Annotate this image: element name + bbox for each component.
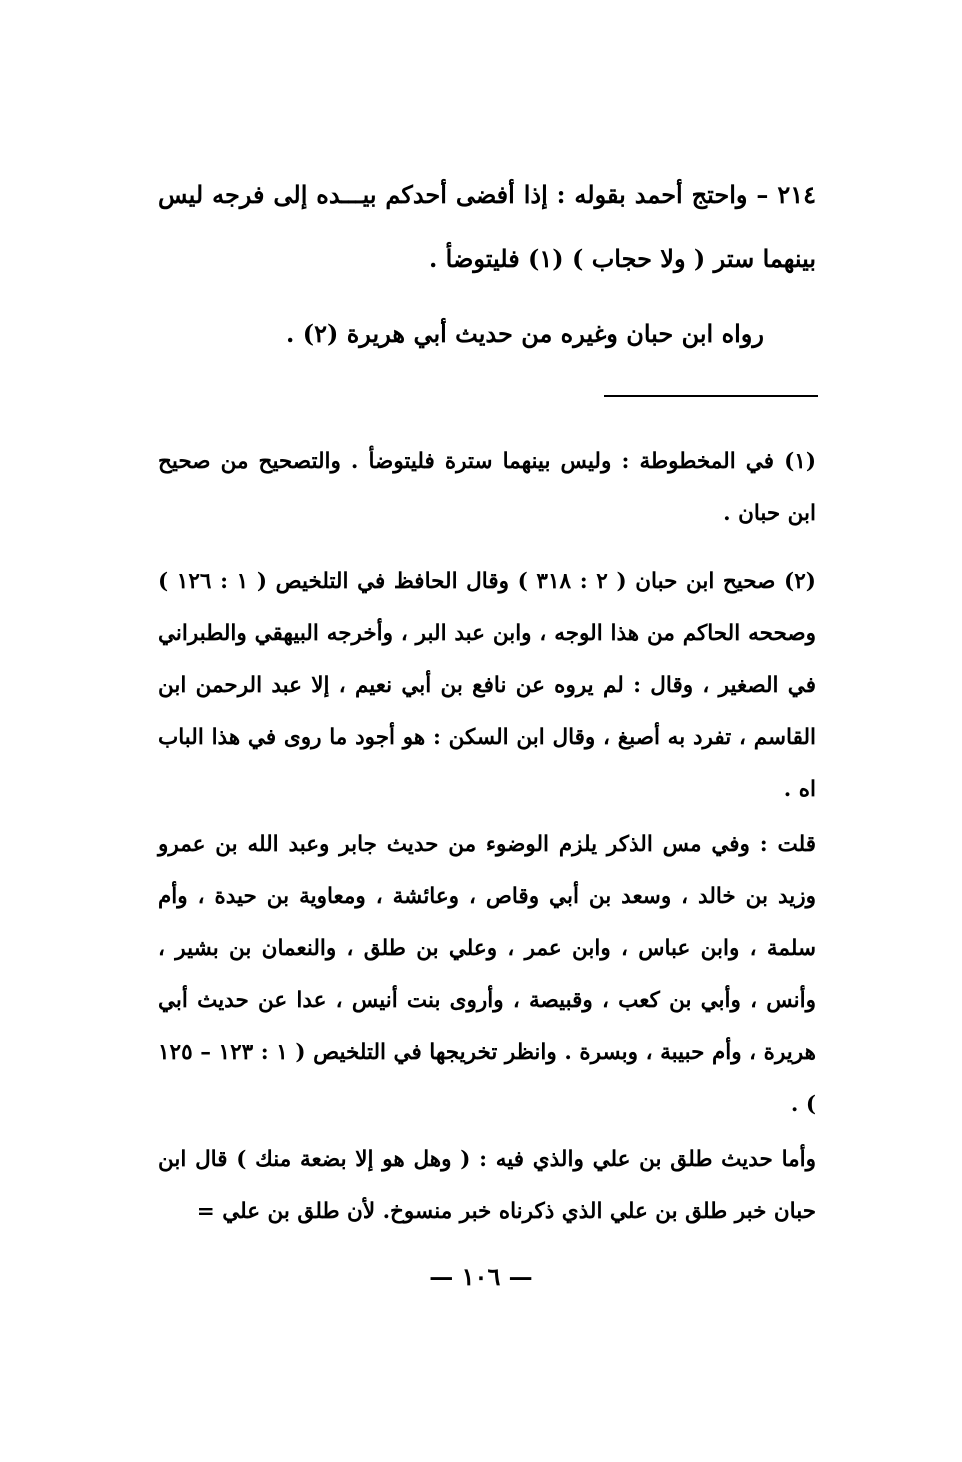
- narration-text: رواه ابن حبان وغيره من حديث أبي هريرة (٢) .: [286, 319, 764, 348]
- footnote-1: (١) في المخطوطة : وليس بينهما سترة فليتوضأ . والتصحيح من صحيح ابن حبان .: [158, 449, 816, 526]
- hadith-214-text: ٢١٤ – واحتج أحمد بقوله : إذا أفضى أحدكم بيـــده إلى فرجه ليس بينهما ستر ( ولا حجاب ) (١) فليتوضأ .: [158, 180, 816, 273]
- footnote-separator: [604, 395, 818, 397]
- footnote-2: (٢) صحيح ابن حبان ( ٢ : ٣١٨ ) وقال الحافظ في التلخيص ( ١ : ١٢٦ ) وصححه الحاكم من هذا الوجه ، وابن عبد البر ، وأخرجه البيهقي والطبراني في الصغير ، وقال : لم يروه عن نافع بن أبي نعيم ، إلا عبد الرحمن ابن القاسم ، تفرد به أصبغ ، وقال ابن السكن : هو أجود ما روى في هذا الباب اه .: [158, 569, 816, 802]
- talq-hadith-paragraph: وأما حديث طلق بن علي والذي فيه : ( وهل هو إلا بضعة منك ) قال ابن حبان خبر طلق بن علي الذي ذكرناه خبر منسوخ. لأن طلق بن علي =: [158, 1147, 816, 1224]
- comment-paragraph: قلت : وفي مس الذكر يلزم الوضوء من حديث جابر وعبد الله بن عمرو وزيد بن خالد ، وسعد بن أبي وقاص ، وعائشة ، ومعاوية بن حيدة ، وأم سلمة ، وابن عباس ، وابن عمر ، وعلي بن طلق ، والنعمان بن بشير ، وأنس ، وأبي بن كعب ، وقبيصة ، وأروى بنت أنيس ، عدا عن حديث أبي هريرة ، وأم حبيبة ، وبسرة . وانظر تخريجها في التلخيص ( ١ : ١٢٣ – ١٢٥ ) .: [158, 832, 816, 1117]
- page-number: — ١٠٦ —: [429, 1262, 533, 1291]
